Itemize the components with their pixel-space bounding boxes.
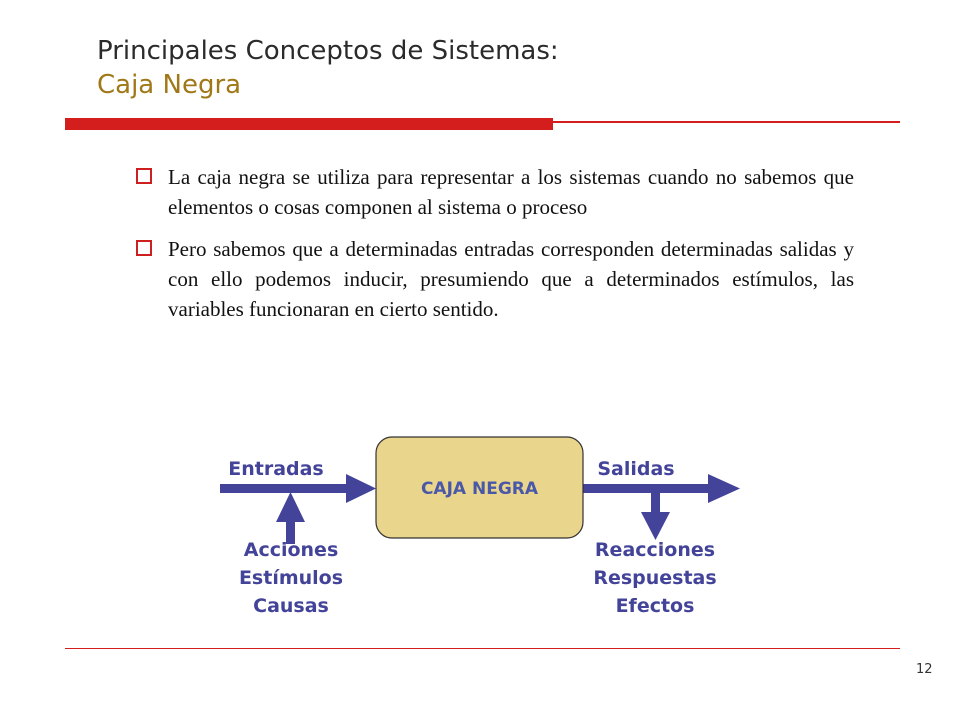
input-item: Estímulos [238, 567, 344, 589]
input-item: Causas [253, 595, 329, 617]
input-label: Entradas [228, 458, 324, 480]
output-item: Reacciones [594, 539, 716, 561]
bullet-text: La caja negra se utiliza para representar a los sistemas cuando no sabemos que elementos o cosas componen al sistema o proceso [168, 165, 854, 219]
input-up-arrow-icon [276, 492, 305, 544]
input-item: Acciones [243, 539, 339, 561]
title-line-1: Principales Conceptos de Sistemas: [97, 36, 559, 66]
black-box-label: CAJA NEGRA [420, 479, 539, 499]
output-item: Respuestas [593, 567, 717, 589]
page-number: 12 [916, 662, 933, 677]
output-item: Efectos [615, 595, 695, 617]
output-down-arrow-icon [641, 492, 670, 540]
bullet-text: Pero sabemos que a determinadas entradas corresponden determinadas salidas y con ello podemos inducir, presumiendo que a determinados estímulos, las variables funcionaran en cierto sentido. [168, 237, 854, 321]
output-label: Salidas [597, 458, 675, 480]
title-line-2: Caja Negra [97, 70, 242, 100]
footer-divider [65, 648, 900, 649]
